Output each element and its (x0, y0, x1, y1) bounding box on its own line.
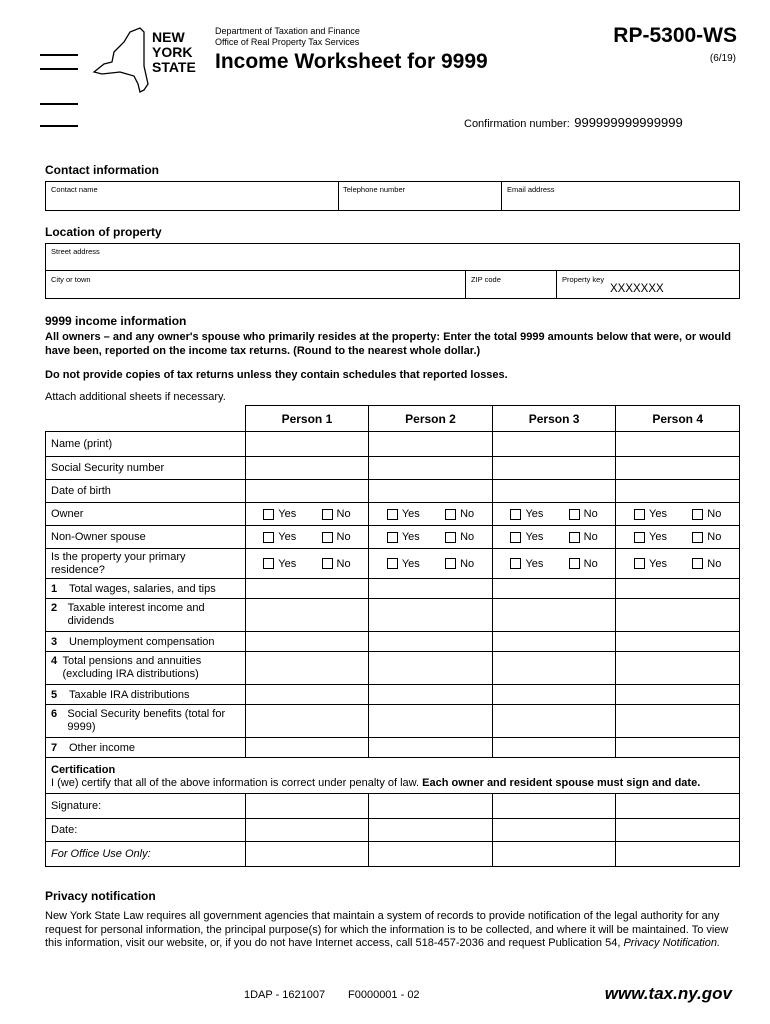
no-option[interactable] (692, 531, 721, 543)
dob-field[interactable] (492, 480, 616, 503)
yes-label: Yes (278, 531, 297, 543)
no-option[interactable] (692, 508, 721, 520)
street-label: Street address (51, 247, 100, 256)
telephone-field[interactable] (339, 182, 501, 210)
line-text: Unemployment compensation (69, 635, 215, 648)
yes-label: Yes (401, 557, 420, 570)
line-number: 6 (51, 708, 58, 720)
certification-heading: Certification (51, 763, 116, 776)
privacy-text: New York State Law requires all government agencies that maintain a system of records to provide notification of the legal authority for any request for personal information, the principal purpose(s) for which the information is to be collected, and where it will be maintained. To view this information, visit our website, or, if you do not have Internet access, call 518-457-2036 and request Publication 54, (45, 910, 729, 949)
office-use-field (616, 842, 740, 867)
ssn-field[interactable] (369, 457, 493, 480)
income-heading: 9999 income information (45, 314, 187, 328)
website-link[interactable]: www.tax.ny.gov (604, 984, 732, 1003)
yes-label: Yes (401, 508, 420, 520)
person-3-header: Person 3 (492, 406, 616, 432)
yes-option[interactable] (634, 531, 667, 543)
yes-checkbox[interactable] (263, 532, 274, 543)
office-use-field (369, 842, 493, 867)
amount-field[interactable] (369, 652, 493, 685)
line-number: 3 (51, 635, 58, 648)
amount-field[interactable] (245, 579, 369, 599)
owner-row (46, 503, 740, 526)
attach-note: Attach additional sheets if necessary. (45, 391, 226, 403)
person-4-header: Person 4 (616, 406, 740, 432)
nys-logo (90, 26, 205, 94)
amount-field[interactable] (245, 738, 369, 758)
yes-option[interactable] (634, 558, 667, 570)
amount-field[interactable] (245, 632, 369, 652)
yes-option[interactable] (263, 508, 296, 520)
yes-checkbox[interactable] (387, 532, 398, 543)
yes-checkbox[interactable] (263, 558, 274, 569)
amount-field[interactable] (245, 652, 369, 685)
no-label: No (583, 531, 598, 543)
yes-label: Yes (401, 531, 420, 543)
logo-line-3: STATE (152, 59, 196, 75)
certification-cell (46, 758, 740, 794)
name-field[interactable] (369, 432, 493, 457)
amount-field[interactable] (369, 738, 493, 758)
page-title: Income Worksheet for 9999 (215, 50, 488, 73)
confirmation (464, 114, 683, 132)
yes-option[interactable] (387, 531, 420, 543)
yes-no-cell (492, 526, 616, 549)
no-label: No (707, 557, 722, 570)
yes-option[interactable] (510, 558, 543, 570)
location-box (45, 243, 740, 299)
contact-name-label: Contact name (51, 185, 98, 194)
amount-field[interactable] (492, 652, 616, 685)
department-name: Department of Taxation and Finance (215, 26, 360, 36)
yes-label: Yes (525, 531, 544, 543)
date-field[interactable] (616, 819, 740, 842)
income-line (46, 685, 740, 705)
amount-field[interactable] (245, 705, 369, 738)
amount-field[interactable] (616, 685, 740, 705)
no-option[interactable] (569, 508, 598, 520)
no-label: No (336, 508, 351, 520)
signature-label: Signature: (46, 794, 246, 819)
yes-label: Yes (649, 508, 667, 520)
line-label (46, 579, 246, 599)
yes-no-cell (245, 526, 369, 549)
no-checkbox[interactable] (445, 558, 456, 569)
line-label (46, 685, 246, 705)
office-name: Office of Real Property Tax Services (215, 37, 360, 47)
no-label: No (707, 508, 722, 520)
primary-residence-label: Is the property your primary residence? (46, 549, 246, 579)
yes-checkbox[interactable] (634, 558, 645, 569)
line-number: 2 (51, 602, 58, 614)
date-field[interactable] (245, 819, 369, 842)
logo-line-1: NEW (152, 29, 185, 45)
amount-field[interactable] (492, 632, 616, 652)
no-option[interactable] (445, 558, 474, 570)
no-checkbox[interactable] (569, 532, 580, 543)
no-checkbox[interactable] (322, 558, 333, 569)
signature-field[interactable] (492, 794, 616, 819)
no-checkbox[interactable] (692, 558, 703, 569)
ssn-field[interactable] (616, 457, 740, 480)
yes-checkbox[interactable] (387, 558, 398, 569)
no-label: No (460, 557, 475, 570)
email-field[interactable] (502, 182, 739, 210)
no-label: No (336, 557, 351, 570)
income-instruction: All owners – and any owner's spouse who primarily resides at the property: Enter the total 9999 amounts below that were, or would have been, reported on the income tax returns. (Round to the nearest whole dollar.) (45, 331, 731, 357)
office-use-label: For Office Use Only: (46, 842, 246, 867)
no-checkbox[interactable] (322, 532, 333, 543)
yes-option[interactable] (387, 508, 420, 520)
no-label: No (460, 508, 475, 520)
income-line (46, 738, 740, 758)
line-text: Total pensions and annuities (excluding IRA distributions) (62, 655, 202, 680)
department-block (215, 26, 360, 48)
yes-checkbox[interactable] (510, 558, 521, 569)
no-checkbox[interactable] (445, 532, 456, 543)
income-line (46, 705, 740, 738)
name-field[interactable] (245, 432, 369, 457)
form-revision: (6/19) (709, 53, 736, 64)
line-number: 7 (51, 741, 58, 754)
no-checkbox[interactable] (692, 509, 703, 520)
yes-option[interactable] (634, 508, 667, 520)
form-number: RP-5300-WS (613, 24, 737, 47)
no-option[interactable] (322, 531, 351, 543)
yes-label: Yes (278, 557, 297, 570)
yes-option[interactable] (510, 508, 543, 520)
property-key-label: Property key (562, 275, 605, 284)
no-label: No (460, 531, 475, 543)
street-field[interactable] (46, 244, 739, 270)
nys-map-icon (90, 26, 150, 94)
income-line (46, 632, 740, 652)
name-field[interactable] (616, 432, 740, 457)
no-option[interactable] (569, 531, 598, 543)
zip-field[interactable] (466, 271, 556, 298)
yes-checkbox[interactable] (510, 509, 521, 520)
yes-checkbox[interactable] (263, 509, 274, 520)
no-checkbox[interactable] (569, 558, 580, 569)
no-label: No (583, 557, 598, 570)
yes-label: Yes (649, 557, 667, 570)
certification-text: I (we) certify that all of the above information is correct under penalty of law. (51, 776, 420, 789)
email-label: Email address (507, 185, 555, 194)
line-number: 1 (51, 582, 58, 595)
amount-field[interactable] (616, 599, 740, 632)
person-1-header: Person 1 (245, 406, 369, 432)
dob-row-label: Date of birth (46, 480, 246, 503)
non-owner-row (46, 526, 740, 549)
amount-field[interactable] (616, 738, 740, 758)
primary-residence-row (46, 549, 740, 579)
yes-checkbox[interactable] (387, 509, 398, 520)
amount-field[interactable] (492, 579, 616, 599)
certification-bold: Each owner and resident spouse must sign and date. (422, 776, 701, 789)
contact-box (45, 181, 740, 211)
amount-field[interactable] (492, 685, 616, 705)
city-field[interactable] (46, 271, 465, 298)
location-heading: Location of property (45, 225, 162, 239)
no-checkbox[interactable] (569, 509, 580, 520)
ssn-field[interactable] (492, 457, 616, 480)
table-corner (46, 406, 246, 432)
income-line (46, 599, 740, 632)
yes-no-cell (616, 503, 740, 526)
no-option[interactable] (569, 558, 598, 570)
confirmation-value: 999999999999999 (574, 115, 683, 130)
yes-no-cell (492, 503, 616, 526)
amount-field[interactable] (369, 579, 493, 599)
yes-option[interactable] (387, 558, 420, 570)
contact-name-field[interactable] (46, 182, 338, 210)
amount-field[interactable] (616, 579, 740, 599)
registration-mark (40, 103, 78, 105)
line-number: 5 (51, 688, 58, 701)
signature-field[interactable] (369, 794, 493, 819)
privacy-text-block (45, 910, 740, 951)
yes-option[interactable] (510, 531, 543, 543)
yes-checkbox[interactable] (634, 532, 645, 543)
no-option[interactable] (445, 508, 474, 520)
no-checkbox[interactable] (445, 509, 456, 520)
registration-mark (40, 54, 78, 56)
no-label: No (583, 508, 598, 520)
dob-field[interactable] (369, 480, 493, 503)
certification-row (46, 758, 740, 794)
yes-no-cell (369, 549, 493, 579)
yes-no-cell (245, 549, 369, 579)
yes-no-cell (245, 503, 369, 526)
zip-label: ZIP code (471, 275, 501, 284)
income-line (46, 579, 740, 599)
line-text: Other income (69, 741, 136, 754)
registration-mark (40, 125, 78, 127)
non-owner-row-label: Non-Owner spouse (46, 526, 246, 549)
amount-field[interactable] (369, 599, 493, 632)
line-text: Total wages, salaries, and tips (69, 582, 216, 595)
amount-field[interactable] (492, 599, 616, 632)
property-key-value[interactable]: XXXXXXX (610, 283, 664, 295)
no-option[interactable] (322, 508, 351, 520)
yes-label: Yes (525, 557, 544, 570)
registration-mark (40, 68, 78, 70)
no-checkbox[interactable] (692, 532, 703, 543)
date-field[interactable] (369, 819, 493, 842)
telephone-label: Telephone number (343, 185, 406, 194)
no-option[interactable] (322, 558, 351, 570)
office-use-field (245, 842, 369, 867)
amount-field[interactable] (492, 738, 616, 758)
amount-field[interactable] (369, 632, 493, 652)
yes-option[interactable] (263, 558, 296, 570)
signature-field[interactable] (616, 794, 740, 819)
amount-field[interactable] (245, 685, 369, 705)
dob-field[interactable] (616, 480, 740, 503)
yes-no-cell (616, 526, 740, 549)
city-label: City or town (51, 275, 91, 284)
privacy-italic: Privacy Notification. (623, 937, 721, 949)
no-label: No (707, 531, 722, 543)
line-label (46, 652, 246, 685)
line-label (46, 705, 246, 738)
amount-field[interactable] (616, 632, 740, 652)
yes-no-cell (369, 526, 493, 549)
income-warning: Do not provide copies of tax returns unless they contain schedules that reported losses. (45, 369, 508, 381)
no-checkbox[interactable] (322, 509, 333, 520)
line-label (46, 738, 246, 758)
privacy-heading: Privacy notification (45, 889, 156, 903)
date-label: Date: (46, 819, 246, 842)
dob-field[interactable] (245, 480, 369, 503)
logo-line-2: YORK (152, 44, 193, 60)
amount-field[interactable] (616, 705, 740, 738)
income-line (46, 652, 740, 685)
yes-label: Yes (525, 508, 544, 520)
yes-checkbox[interactable] (634, 509, 645, 520)
amount-field[interactable] (369, 705, 493, 738)
confirmation-label: Confirmation number: (464, 118, 570, 130)
yes-label: Yes (649, 531, 667, 543)
amount-field[interactable] (616, 652, 740, 685)
no-option[interactable] (692, 558, 721, 570)
line-text: Social Security benefits (total for 9999) (67, 708, 226, 733)
owner-row-label: Owner (46, 503, 246, 526)
yes-checkbox[interactable] (510, 532, 521, 543)
yes-no-cell (492, 549, 616, 579)
line-number: 4 (51, 655, 58, 667)
no-option[interactable] (445, 531, 474, 543)
yes-no-cell (369, 503, 493, 526)
income-table (45, 405, 740, 867)
amount-field[interactable] (492, 705, 616, 738)
yes-label: Yes (278, 508, 297, 520)
footer-code-1: 1DAP - 1621007 (244, 989, 326, 1001)
no-label: No (336, 531, 351, 543)
name-row-label: Name (print) (46, 432, 246, 457)
ssn-row-label: Social Security number (46, 457, 246, 480)
signature-field[interactable] (245, 794, 369, 819)
contact-heading: Contact information (45, 163, 159, 177)
line-label (46, 632, 246, 652)
date-field[interactable] (492, 819, 616, 842)
footer-code-2: F0000001 - 02 (348, 989, 420, 1001)
line-label (46, 599, 246, 632)
line-text: Taxable IRA distributions (69, 688, 190, 701)
amount-field[interactable] (369, 685, 493, 705)
yes-no-cell (616, 549, 740, 579)
name-field[interactable] (492, 432, 616, 457)
yes-option[interactable] (263, 531, 296, 543)
line-text: Taxable interest income and dividends (67, 602, 205, 627)
amount-field[interactable] (245, 599, 369, 632)
ssn-field[interactable] (245, 457, 369, 480)
office-use-field (492, 842, 616, 867)
person-2-header: Person 2 (369, 406, 493, 432)
